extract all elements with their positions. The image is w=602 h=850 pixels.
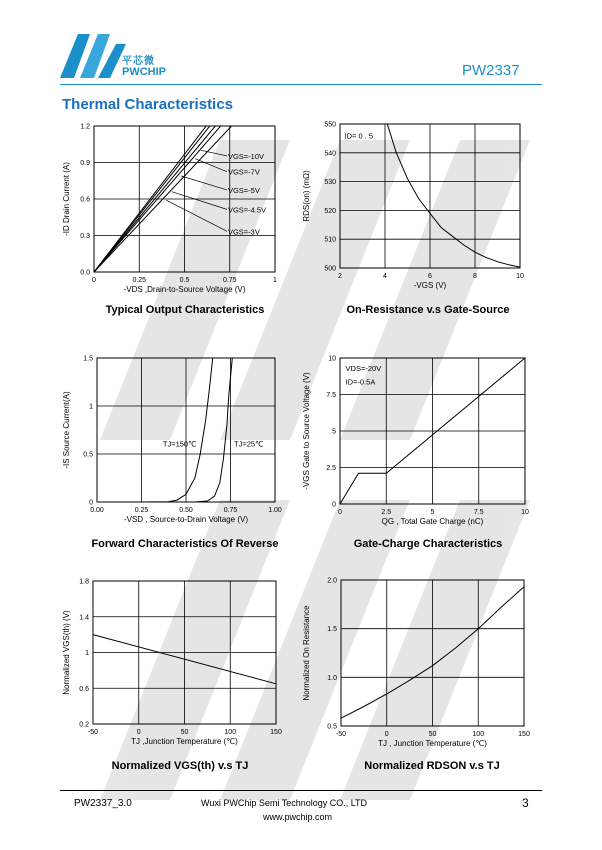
x-tick-label: 10 [516, 273, 524, 280]
y-tick-label: 0 [332, 501, 336, 509]
x-tick-label: 150 [270, 729, 282, 736]
y-tick-label: 510 [324, 236, 336, 244]
x-tick-label: 0 [136, 729, 141, 736]
x-tick-label: 4 [383, 273, 387, 280]
x-tick-label: 0.5 [179, 277, 190, 284]
annotation-leader [195, 159, 227, 172]
x-tick-label: 100 [472, 731, 485, 738]
x-tick-label: 0.75 [222, 277, 237, 284]
y-axis-label: Normalized On Resistance [302, 605, 311, 701]
annotation-label: VGS=-7V [227, 167, 260, 177]
annotation-label: ID=-0.5A [345, 377, 376, 387]
y-tick-label: 2.0 [327, 577, 337, 585]
x-tick-label: -50 [87, 729, 99, 736]
annotation-label: TJ=25℃ [234, 439, 264, 449]
x-tick-label: 7.5 [473, 509, 484, 516]
x-tick-label: -50 [335, 731, 347, 738]
series-line [195, 358, 232, 502]
y-tick-label: 1 [85, 650, 89, 657]
y-tick-label: 10 [328, 355, 336, 363]
x-tick-label: 0 [92, 277, 96, 284]
company-name: Wuxi PWChip Semi Technology CO., LTD [201, 798, 368, 808]
y-tick-label: 1 [89, 403, 93, 411]
typical-output-chart [60, 118, 300, 298]
x-tick-label: 0.25 [132, 277, 147, 284]
chart-caption: On-Resistance v.s Gate-Source [346, 304, 510, 316]
annotation-label: TJ=150℃ [162, 439, 197, 449]
chart-caption: Normalized VGS(th) v.s TJ [111, 760, 249, 772]
section-title: Thermal Characteristics [62, 96, 233, 113]
on-resistance-chart [300, 118, 540, 298]
chart-caption: Gate-Charge Characteristics [353, 538, 503, 550]
annotation-label: VGS=-5V [227, 185, 260, 195]
y-tick-label: 530 [324, 179, 336, 187]
x-axis-label: -VSD , Source-to-Drain Voltage (V) [123, 515, 249, 524]
y-tick-label: 1.8 [79, 578, 89, 586]
forward-characteristics-chart [60, 352, 300, 532]
x-axis-label: -VDS ,Drain-to-Source Voltage (V) [123, 285, 246, 294]
y-tick-label: 0.3 [80, 233, 90, 240]
y-tick-label: 1.5 [327, 626, 337, 634]
x-tick-label: 5 [430, 509, 435, 516]
logo-chinese-name: 平芯微 [122, 56, 155, 67]
x-tick-label: 50 [180, 729, 189, 736]
x-axis-label: -VGS (V) [413, 281, 447, 290]
annotation-label: VGS=-3V [227, 227, 260, 237]
x-axis-label: QG , Total Gate Charge (nC) [381, 517, 484, 526]
x-tick-label: 100 [224, 729, 237, 736]
y-axis-label: RDS(on) (mΩ) [302, 170, 311, 222]
y-tick-label: 550 [324, 121, 336, 129]
normalized-rdson-chart [300, 575, 540, 755]
x-tick-label: 2.5 [381, 509, 392, 516]
page-number: 3 [522, 796, 529, 810]
x-tick-label: 0.50 [179, 507, 193, 514]
y-axis-label: Normalized VGS(th) (V) [62, 610, 71, 695]
y-tick-label: 0.0 [80, 269, 90, 277]
x-tick-label: 0 [384, 731, 389, 738]
x-tick-label: 0.75 [223, 507, 238, 514]
y-tick-label: 0.9 [80, 160, 90, 167]
y-axis-label: -ID Drain Current (A) [62, 162, 71, 236]
part-number: PW2337 [462, 62, 520, 79]
y-tick-label: 0.6 [80, 196, 90, 204]
y-axis-label: -IS Source Current(A) [62, 391, 71, 469]
x-tick-label: 0.00 [90, 507, 104, 514]
y-tick-label: 520 [324, 207, 336, 215]
x-axis-label: TJ , Junction Temperature (℃) [378, 739, 487, 748]
y-tick-label: 1.5 [83, 355, 93, 363]
x-tick-label: 0 [338, 509, 342, 516]
x-tick-label: 0.25 [134, 507, 149, 514]
y-tick-label: 2.5 [326, 465, 336, 472]
x-tick-label: 1.00 [268, 507, 282, 514]
x-axis-label: TJ ,Junction Temperature (℃) [131, 737, 238, 746]
chart-caption: Typical Output Characteristics [105, 304, 265, 316]
annotation-leader [166, 200, 227, 231]
doc-version: PW2337_3.0 [74, 798, 132, 809]
y-tick-label: 500 [324, 265, 336, 273]
series-line [387, 124, 520, 267]
y-tick-label: 540 [324, 150, 336, 158]
annotation-label: VGS=-10V [227, 151, 265, 161]
annotation-label: ID= 0 . 5 [344, 131, 374, 141]
annotation-leader [172, 192, 227, 210]
x-tick-label: 50 [428, 731, 437, 738]
series-line [142, 358, 213, 502]
y-tick-label: 0 [89, 499, 93, 507]
y-tick-label: 0.5 [83, 451, 93, 459]
gate-charge-chart [300, 352, 540, 532]
y-tick-label: 1.2 [80, 123, 90, 131]
website-link[interactable]: www.pwchip.com [263, 812, 333, 822]
footer-divider [60, 790, 542, 791]
y-tick-label: 5 [332, 428, 336, 436]
chart-caption: Forward Characteristics Of Reverse [91, 538, 279, 550]
y-axis-label: -VGS Gate to Source Voltage (V) [302, 372, 311, 490]
annotation-label: VGS=-4.5V [227, 205, 267, 215]
x-tick-label: 10 [521, 509, 529, 516]
x-tick-label: 2 [338, 273, 342, 280]
y-tick-label: 0.6 [79, 685, 89, 693]
y-tick-label: 0.5 [327, 723, 337, 731]
header-divider [60, 84, 542, 85]
normalized-vgs-chart [60, 575, 300, 755]
annotation-leader [181, 176, 227, 190]
x-tick-label: 8 [473, 273, 477, 280]
chart-caption: Normalized RDSON v.s TJ [364, 760, 500, 772]
y-tick-label: 7.5 [326, 392, 336, 399]
x-tick-label: 150 [518, 731, 530, 738]
y-tick-label: 1.0 [327, 674, 337, 682]
annotation-label: VDS=-20V [345, 364, 382, 374]
y-tick-label: 0.2 [79, 721, 89, 729]
x-tick-label: 6 [428, 273, 432, 280]
y-tick-label: 1.4 [79, 614, 89, 622]
logo-english-name: PWCHIP [122, 66, 166, 78]
x-tick-label: 1 [273, 277, 277, 284]
